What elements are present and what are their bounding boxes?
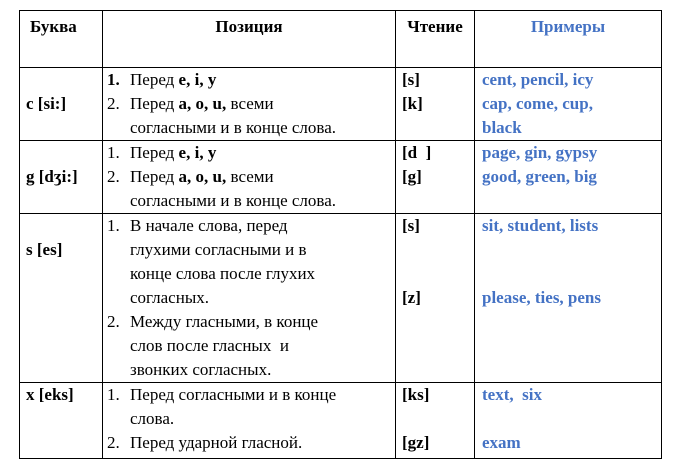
header-examples: Примеры bbox=[475, 11, 662, 68]
rule-text: согласных. bbox=[130, 288, 209, 307]
table-row bbox=[20, 383, 662, 459]
examples-cell bbox=[475, 68, 662, 141]
examples-cell bbox=[475, 214, 662, 383]
position-cell bbox=[103, 141, 396, 214]
rule-text: слова. bbox=[130, 409, 175, 428]
header-letter: Буква bbox=[20, 11, 103, 68]
example-words: sit, student, lists bbox=[482, 216, 599, 235]
position-cell bbox=[103, 68, 396, 141]
letter-cell: x [eks] bbox=[20, 383, 103, 459]
rule-item bbox=[107, 68, 395, 92]
examples-cell bbox=[475, 383, 662, 459]
rule-text: Между гласными, в конце bbox=[130, 312, 319, 331]
reading-value: [gz] bbox=[402, 433, 430, 452]
rule-item bbox=[107, 92, 395, 140]
table-row bbox=[20, 141, 662, 214]
rule-text: конце слова после глухих bbox=[130, 264, 316, 283]
rule-text: слов после гласных и bbox=[130, 336, 289, 355]
example-words: cent, pencil, icy bbox=[482, 70, 594, 89]
header-reading: Чтение bbox=[396, 11, 475, 68]
letter-cell: s [es] bbox=[20, 214, 103, 383]
reading-value: [s] bbox=[402, 216, 420, 235]
rule-item bbox=[107, 165, 395, 213]
reading-value: [ks] bbox=[402, 385, 430, 404]
rule-number: 2. bbox=[107, 94, 120, 113]
reading-value: [s] bbox=[402, 70, 420, 89]
rule-number: 2. bbox=[107, 312, 120, 331]
rule-text: согласными и в конце слова. bbox=[130, 191, 336, 210]
header-position: Позиция bbox=[103, 11, 396, 68]
rule-text: Перед bbox=[130, 167, 179, 186]
position-cell bbox=[103, 214, 396, 383]
example-words: page, gin, gypsy bbox=[482, 143, 598, 162]
table-row bbox=[20, 68, 662, 141]
rule-text: всеми bbox=[226, 167, 274, 186]
rule-item bbox=[107, 141, 395, 165]
pronunciation-table bbox=[19, 10, 662, 459]
rule-number: 1. bbox=[107, 385, 120, 404]
examples-cell bbox=[475, 141, 662, 214]
reading-cell bbox=[396, 383, 475, 459]
rule-text: согласными и в конце слова. bbox=[130, 118, 336, 137]
reading-value: [g] bbox=[402, 167, 422, 186]
rule-item bbox=[107, 431, 395, 455]
rule-number: 1. bbox=[107, 216, 120, 235]
reading-value: [z] bbox=[402, 288, 421, 307]
rule-item bbox=[107, 214, 395, 310]
reading-value: [k] bbox=[402, 94, 423, 113]
rule-text: Перед согласными и в конце bbox=[130, 385, 337, 404]
rule-number: 2. bbox=[107, 167, 120, 186]
reading-cell bbox=[396, 214, 475, 383]
reading-cell bbox=[396, 141, 475, 214]
table-row bbox=[20, 214, 662, 383]
rule-number: 1. bbox=[107, 70, 120, 89]
rule-text: Перед ударной гласной. bbox=[130, 433, 303, 452]
reading-value: [d ] bbox=[402, 143, 432, 162]
rule-text: глухими согласными и в bbox=[130, 240, 307, 259]
letter-cell: c [si:] bbox=[20, 68, 103, 141]
rule-number: 1. bbox=[107, 143, 120, 162]
rule-text: Перед bbox=[130, 94, 179, 113]
rule-letters: e, i, y bbox=[178, 70, 217, 89]
example-words: text, six bbox=[482, 385, 542, 404]
example-words: cap, come, cup, bbox=[482, 94, 593, 113]
header-row bbox=[20, 11, 662, 68]
position-cell bbox=[103, 383, 396, 459]
rule-text: всеми bbox=[226, 94, 274, 113]
rule-number: 2. bbox=[107, 433, 120, 452]
rule-letters: a, o, u, bbox=[178, 167, 227, 186]
reading-cell bbox=[396, 68, 475, 141]
rule-text: звонких согласных. bbox=[130, 360, 272, 379]
rule-text: Перед bbox=[130, 70, 179, 89]
example-words: please, ties, pens bbox=[482, 288, 601, 307]
example-words: black bbox=[482, 118, 522, 137]
rule-letters: e, i, y bbox=[178, 143, 217, 162]
rule-letters: a, o, u, bbox=[178, 94, 227, 113]
rule-text: Перед bbox=[130, 143, 179, 162]
rule-item bbox=[107, 383, 395, 431]
rule-item bbox=[107, 310, 395, 382]
rule-text: В начале слова, перед bbox=[130, 216, 288, 235]
example-words: exam bbox=[482, 433, 521, 452]
example-words: good, green, big bbox=[482, 167, 597, 186]
letter-cell: g [dʒi:] bbox=[20, 141, 103, 214]
